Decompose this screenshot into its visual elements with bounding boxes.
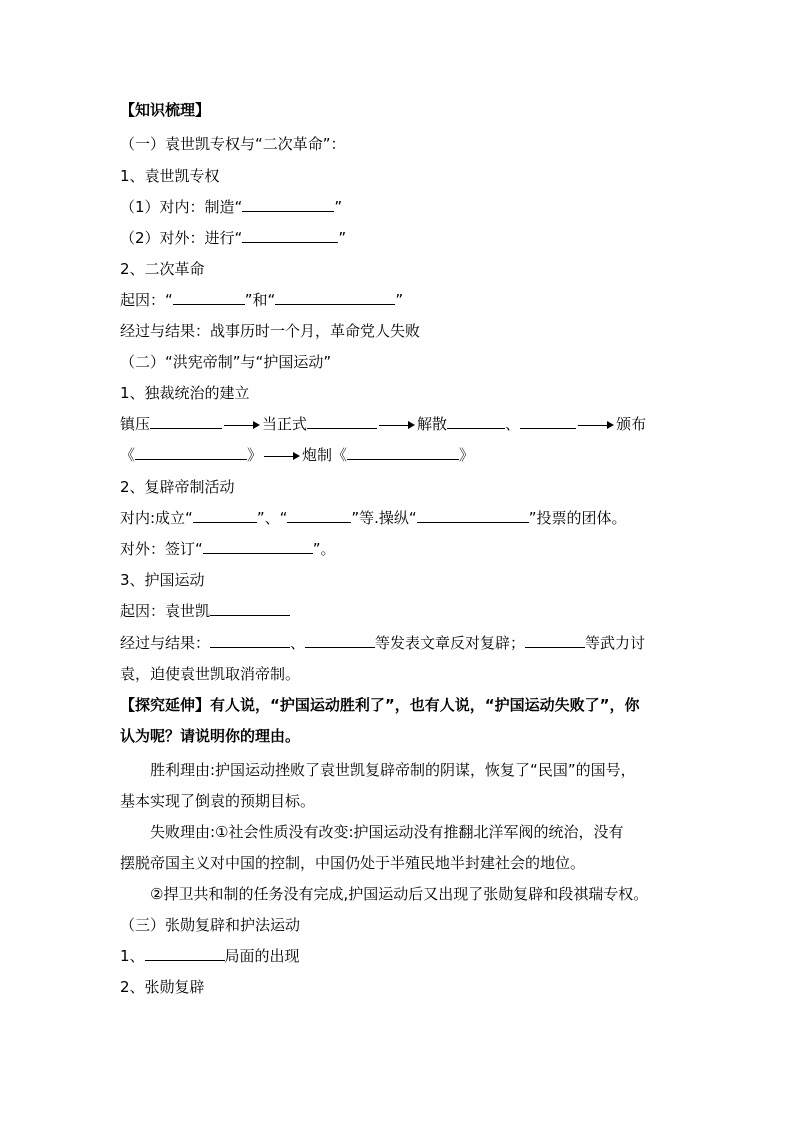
cause-middle: ”和“ bbox=[244, 291, 276, 309]
blank-cause-2 bbox=[275, 290, 395, 305]
restore-domestic-prefix: 对内:成立“ bbox=[120, 509, 193, 527]
item-restoration: 2、复辟帝制活动 bbox=[120, 478, 235, 496]
situation-prefix: 1、 bbox=[120, 947, 145, 965]
explore-question-line-1 bbox=[120, 695, 639, 715]
restore-foreign-suffix: ”。 bbox=[312, 540, 336, 558]
domestic-suffix: ” bbox=[334, 198, 343, 216]
explore-label: 【探究延伸】 bbox=[120, 696, 211, 714]
blank-flow-3 bbox=[447, 414, 505, 429]
blank-flow-5 bbox=[135, 445, 247, 460]
explore-question: 有人说，“护国运动胜利了”，也有人说，“护国运动失败了”，你 bbox=[210, 696, 640, 714]
blank-protection-4 bbox=[525, 633, 585, 648]
blank-flow-2 bbox=[307, 414, 377, 429]
blank-flow-1 bbox=[150, 414, 222, 429]
protection-cause-line bbox=[120, 601, 290, 621]
blank-restore-1 bbox=[193, 508, 257, 523]
failure-reason-line-3: ②捍卫共和制的任务没有完成,护国运动后又出现了张勋复辟和段祺瑞专权。 bbox=[150, 885, 649, 903]
arrow-right-icon bbox=[578, 421, 614, 429]
arrow-right-icon bbox=[264, 452, 300, 460]
flow-formal: 当正式 bbox=[262, 415, 308, 433]
cause-suffix: ” bbox=[395, 291, 404, 309]
restore-foreign-prefix: 对外：签订“ bbox=[120, 540, 203, 558]
blank-protection-1 bbox=[210, 601, 290, 616]
protection-result-line: 袁，迫使袁世凯取消帝制。 bbox=[120, 665, 301, 683]
flow-dissolve: 解散 bbox=[417, 415, 448, 433]
section-one-title: （一）袁世凯专权与“二次革命”： bbox=[120, 135, 346, 153]
blank-flow-4 bbox=[520, 414, 576, 429]
protection-armed: 等武力讨 bbox=[585, 634, 646, 652]
item-situation bbox=[120, 946, 300, 966]
blank-protection-3 bbox=[305, 633, 375, 648]
item-second-revolution: 2、二次革命 bbox=[120, 260, 205, 278]
blank-foreign bbox=[242, 228, 338, 243]
foreign-prefix: （2）对外：进行“ bbox=[120, 229, 243, 247]
protection-process-line bbox=[120, 633, 645, 653]
blank-restore-4 bbox=[203, 539, 313, 554]
item-zhangxun-restoration: 2、张勋复辟 bbox=[120, 978, 205, 996]
section-three-title: （三）张勋复辟和护法运动 bbox=[120, 916, 301, 934]
cause-prefix: 起因：“ bbox=[120, 291, 173, 309]
process-result-line: 经过与结果：战事历时一个月，革命党人失败 bbox=[120, 322, 421, 340]
blank-restore-3 bbox=[417, 508, 529, 523]
knowledge-section-heading: 【知识梳理】 bbox=[120, 101, 211, 119]
flow-concoct: 炮制《 bbox=[302, 446, 348, 464]
protection-sep: 、 bbox=[290, 634, 306, 652]
blank-cause-1 bbox=[173, 290, 245, 305]
protection-process-prefix: 经过与结果： bbox=[120, 634, 211, 652]
protection-cause-prefix: 起因：袁世凯 bbox=[120, 602, 211, 620]
foreign-suffix: ” bbox=[338, 229, 347, 247]
victory-reason-line-2: 基本实现了倒袁的预期目标。 bbox=[120, 792, 316, 810]
section-two-title: （二）“洪宪帝制”与“护国运动” bbox=[120, 353, 332, 371]
flow-bracket-close: 》 bbox=[247, 446, 263, 464]
blank-situation bbox=[145, 946, 225, 961]
failure-reason-line-1: 失败理由:①社会性质没有改变:护国运动没有推翻北洋军阀的统治，没有 bbox=[150, 823, 624, 841]
blank-flow-6 bbox=[347, 445, 459, 460]
cause-line bbox=[120, 290, 403, 310]
item-yuan-autocracy: 1、袁世凯专权 bbox=[120, 167, 220, 185]
restore-manipulate: ”等.操纵“ bbox=[351, 509, 417, 527]
item-dictatorship: 1、独裁统治的建立 bbox=[120, 384, 250, 402]
arrow-right-icon bbox=[224, 421, 260, 429]
restore-sep: ”、“ bbox=[256, 509, 288, 527]
flow-comma: 、 bbox=[505, 415, 521, 433]
flow-promulgate: 颁布 bbox=[616, 415, 647, 433]
foreign-line bbox=[120, 228, 346, 248]
restoration-domestic-line bbox=[120, 508, 626, 528]
victory-reason-line-1: 胜利理由:护国运动挫败了袁世凯复辟帝制的阴谋，恢复了“民国”的国号， bbox=[150, 761, 636, 779]
blank-protection-2 bbox=[210, 633, 290, 648]
arrow-right-icon bbox=[379, 421, 415, 429]
flow-bracket-open: 《 bbox=[120, 446, 136, 464]
domestic-prefix: （1）对内：制造“ bbox=[120, 198, 243, 216]
restoration-foreign-line bbox=[120, 539, 336, 559]
failure-reason-line-2: 摆脱帝国主义对中国的控制，中国仍处于半殖民地半封建社会的地位。 bbox=[120, 854, 586, 872]
situation-suffix: 局面的出现 bbox=[224, 947, 300, 965]
flow-bracket-close-2: 》 bbox=[459, 446, 475, 464]
flow-suppress: 镇压 bbox=[120, 415, 151, 433]
protection-articles: 等发表文章反对复辟； bbox=[375, 634, 526, 652]
dictatorship-flow-line-2 bbox=[120, 445, 474, 465]
item-national-protection: 3、护国运动 bbox=[120, 571, 205, 589]
blank-domestic bbox=[242, 197, 334, 212]
domestic-line bbox=[120, 197, 342, 217]
explore-question-line-2: 认为呢？请说明你的理由。 bbox=[120, 727, 301, 745]
blank-restore-2 bbox=[287, 508, 351, 523]
restore-suffix: ”投票的团体。 bbox=[528, 509, 627, 527]
dictatorship-flow-line-1 bbox=[120, 414, 646, 434]
